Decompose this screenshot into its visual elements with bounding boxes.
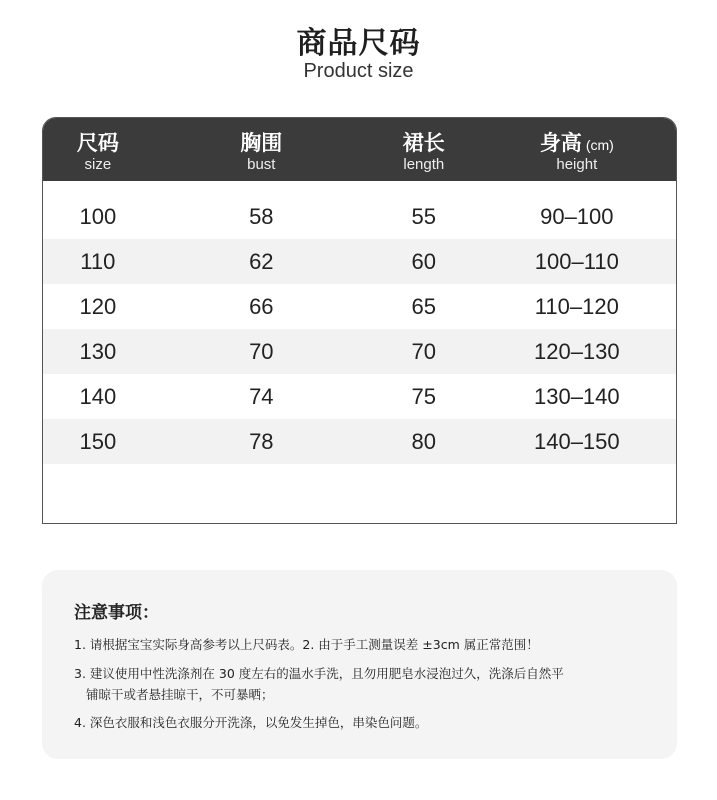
cell-bust: 62 [249,248,274,274]
note-item: 1. 请根据宝宝实际身高参考以上尺码表。2. 由于手工测量误差 ±3cm 属正常范围！ [74,637,539,652]
table-row [43,239,676,284]
cell-height: 130–140 [533,383,620,409]
header-height-en: height [556,156,598,173]
header-size-cn: 尺码 [76,131,119,155]
header-length-cn: 裙长 [402,131,445,155]
cell-height: 110–120 [534,293,619,319]
header-length [370,118,478,181]
page-subtitle: Product size [303,60,414,82]
cell-length: 55 [411,203,437,229]
cell-bust: 78 [249,428,274,454]
header-height-unit: (cm) [585,137,614,153]
table-row [43,419,676,464]
note-item: 3. 建议使用中性洗涤剂在 30 度左右的温水手洗，且勿用肥皂水浸泡过久，洗涤后自然平 [74,666,564,681]
table-row [43,329,676,374]
notes-title: 注意事项： [74,603,159,623]
header-height-cn: 身高 [539,131,582,155]
cell-height: 140–150 [533,428,620,454]
care-notes [42,570,677,759]
header-length-en: length [403,156,445,173]
header-height [478,118,676,181]
cell-size: 120 [79,293,117,319]
cell-bust: 58 [249,203,274,229]
header-size-en: size [84,156,112,173]
cell-length: 80 [411,428,437,454]
header-size [43,118,153,181]
header-bust-en: bust [247,156,276,173]
header-bust [153,118,370,181]
cell-size: 130 [79,338,117,364]
cell-size: 140 [79,383,117,409]
cell-size: 110 [80,248,116,274]
cell-bust: 74 [249,383,274,409]
cell-height: 90–100 [540,203,614,229]
cell-length: 60 [411,248,437,274]
cell-length: 70 [411,338,437,364]
size-table [42,117,677,524]
header-bust-cn: 胸围 [240,131,283,155]
cell-height: 100–110 [534,248,619,274]
note-item-continued: 铺晾干或者悬挂晾干，不可暴晒； [86,687,274,702]
table-header [43,118,676,181]
cell-length: 75 [411,383,437,409]
cell-height: 120–130 [533,338,620,364]
cell-bust: 66 [249,293,274,319]
cell-size: 150 [79,428,117,454]
note-item: 4. 深色衣服和浅色衣服分开洗涤，以免发生掉色，串染色问题。 [74,715,428,730]
cell-size: 100 [79,203,117,229]
table-row [43,194,676,239]
page-title: 商品尺码 [296,26,421,61]
cell-length: 65 [411,293,437,319]
cell-bust: 70 [249,338,274,364]
table-row [43,284,676,329]
table-row [43,374,676,419]
